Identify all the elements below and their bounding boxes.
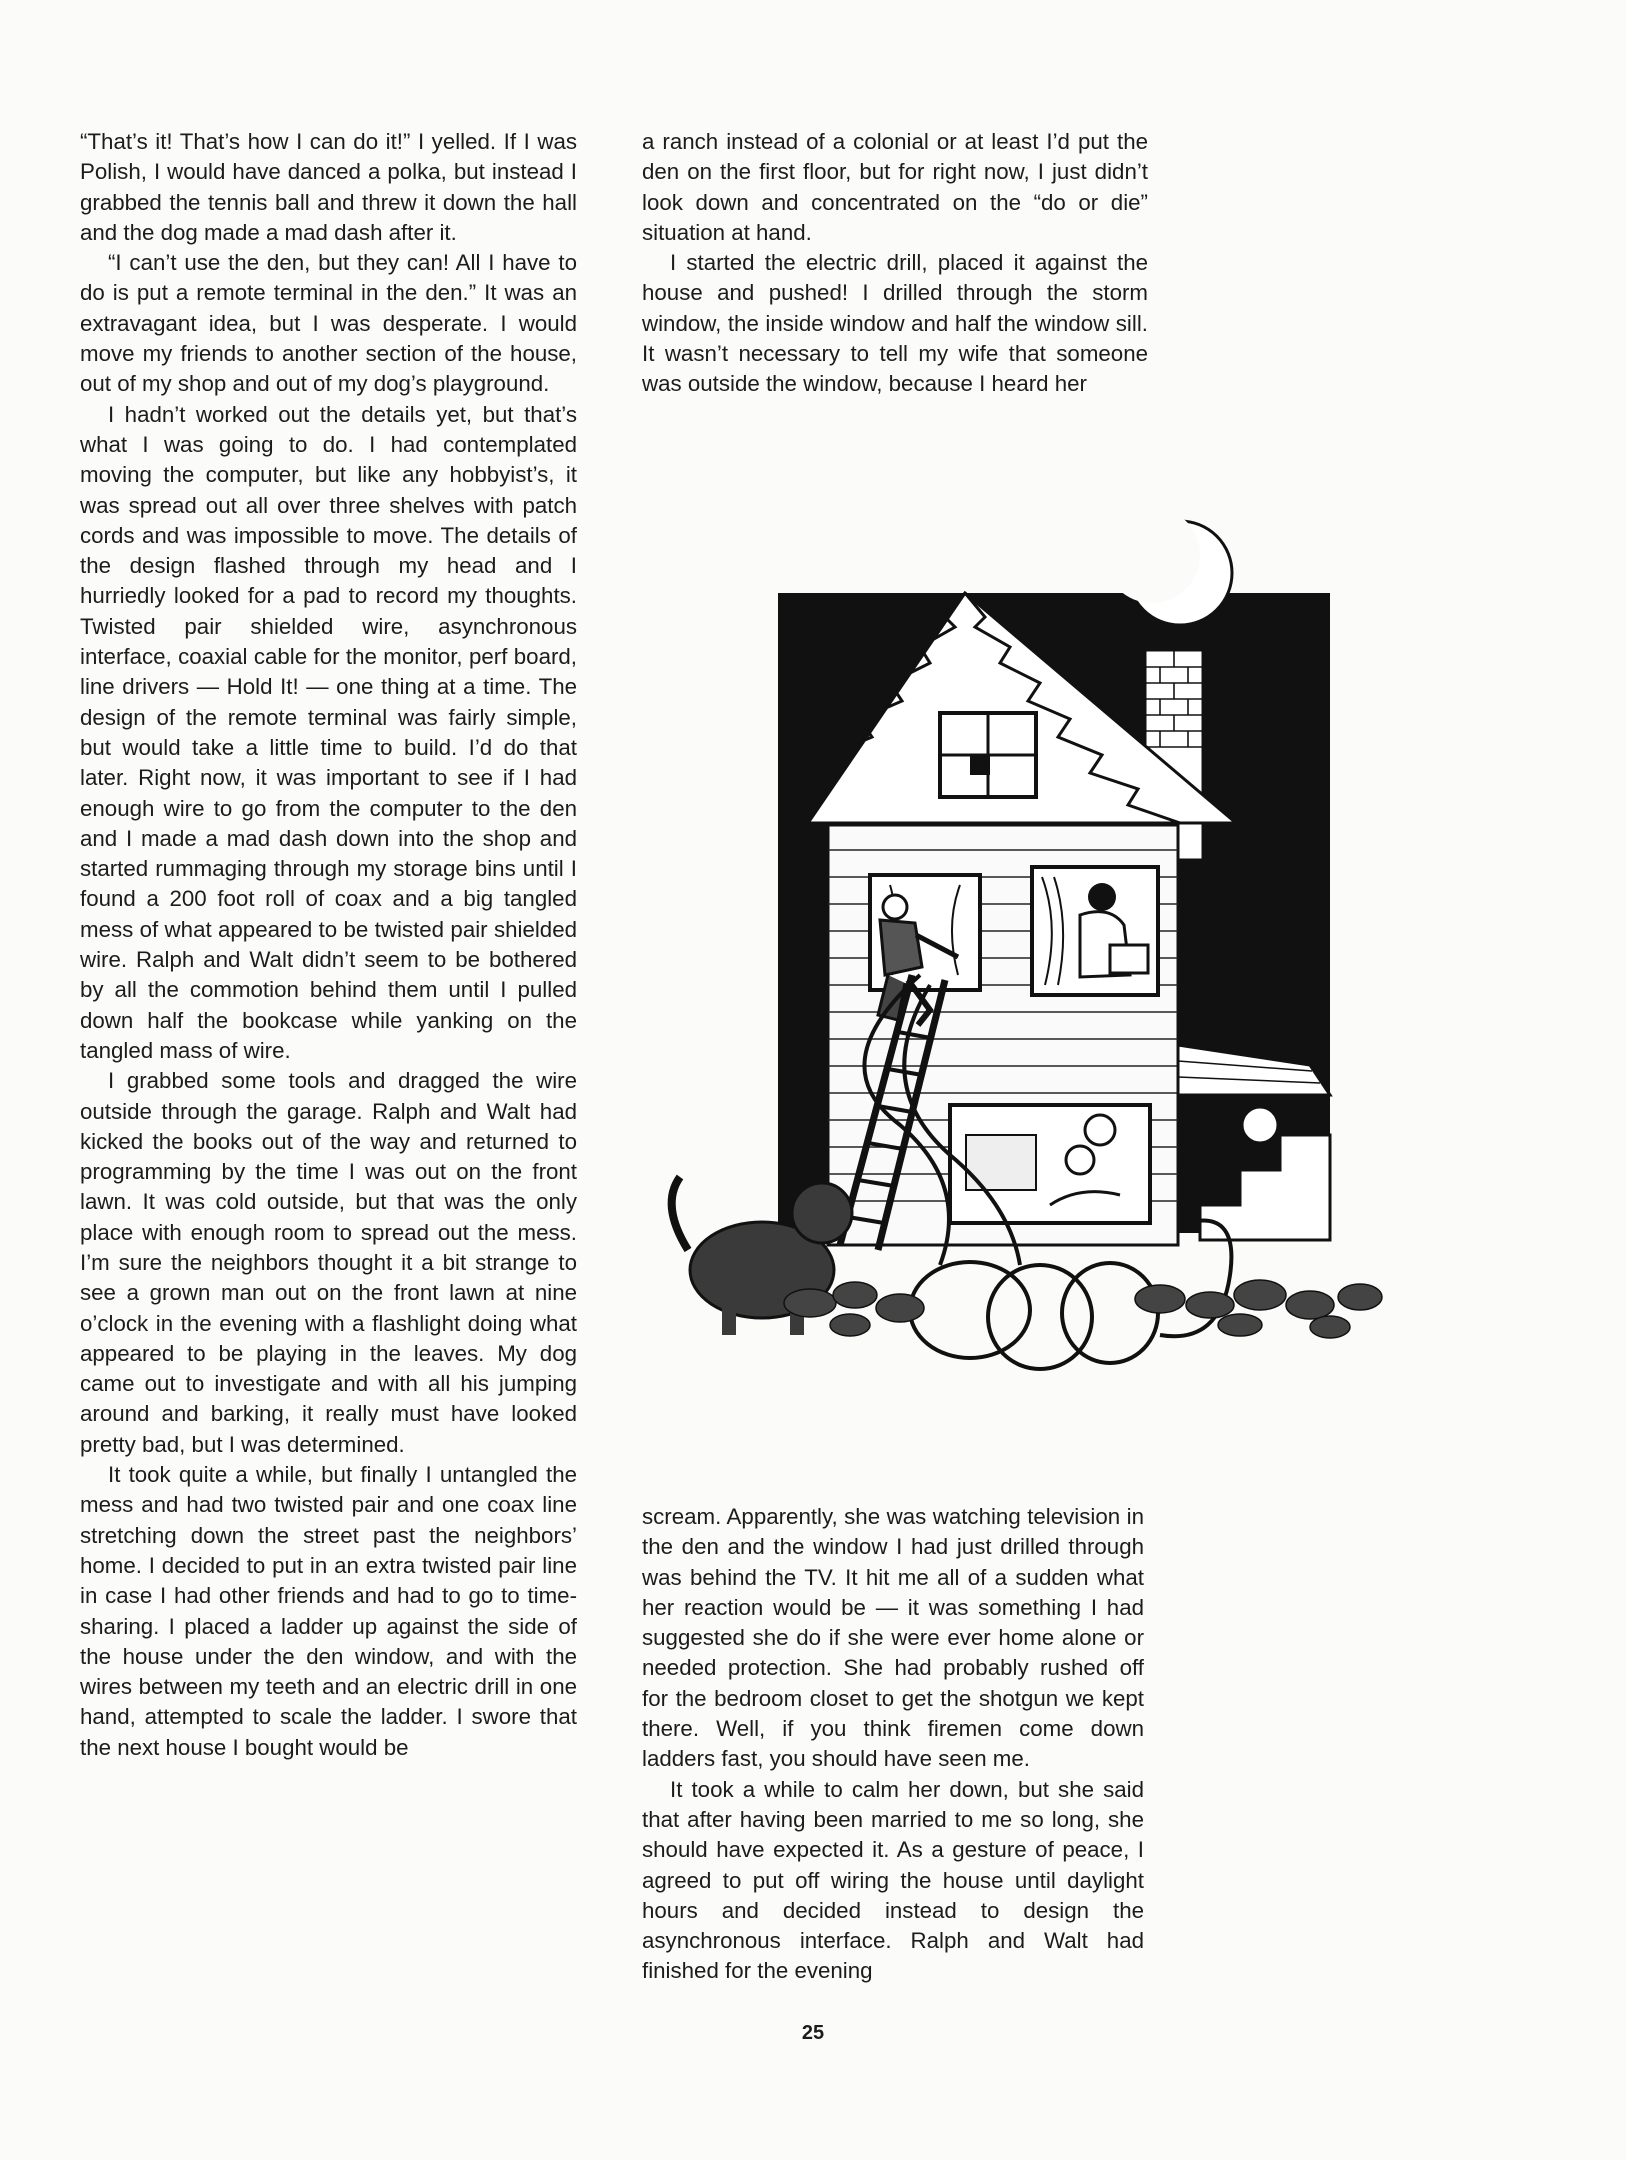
paragraph: I hadn’t worked out the details yet, but that’s what I was going to do. I had contemplated moving the computer, but like any hobbyist’s, it was spread out all over three shelves with patch cords and was impossible to move. The details of the design flashed through my head and I hurriedly looked for a pad to record my thoughts. Twisted pair shielded wire, asynchronous interface, coaxial cable for the monitor, perf board, line drivers — Hold It! — one thing at a time. The design of the remote terminal was fairly simple, but would take a little time to build. I’d do that later. Right now, it was important to see if I had enough wire to go from the computer to the den and I made a mad dash down into the shop and started rummaging through my storage bins until I found a 200 foot roll of coax and a big tangled mess of what appeared to be twisted pair shielded wire. Ralph and Walt didn’t seem to be bothered by all the commotion behind them until I pulled down half the bookcase while yanking on the tangled mass of wire.	[80, 401, 577, 1063]
attic-window	[940, 713, 1036, 797]
paragraph: “I can’t use the den, but they can! All I have to do is put a remote terminal in the den.” It was an extravagant idea, but I was desperate. I would move my friends to another section of the house, out of my shop and out of my dog’s playground.	[80, 250, 577, 397]
right-upper-window	[1032, 867, 1158, 995]
basement-window	[950, 1105, 1150, 1223]
house-illustration	[640, 505, 1520, 1395]
paragraph: I grabbed some tools and dragged the wire outside through the garage. Ralph and Walt had kicked the books out of the way and returned to programming by the time I was out on the front lawn. It was cold outside, but that was the only place with enough room to spread out the mess. I’m sure the neighbors thought it a bit strange to see a grown man out on the front lawn at nine o’clock in the evening with a flashlight doing what appeared to be playing in the leaves. My dog came out to investigate and with all his jumping around and barking, it really must have looked pretty bad, but I was determined.	[80, 1068, 577, 1457]
paragraph: It took quite a while, but finally I untangled the mess and had two twisted pair and one coax line stretching down the street past the neighbors’ home. I decided to put in an extra twisted pair line in case I had other friends and had to go to time-sharing. I placed a ladder up against the side of the house under the den window, and with the wires between my teeth and an electric drill in one hand, attempted to scale the ladder. I swore that the next house I bought would be	[80, 1462, 577, 1760]
paragraph: scream. Apparently, she was watching television in the den and the window I had just drilled through was behind the TV. It hit me all of a sudden what her reaction would be — it was something I had suggested she do if she were ever home alone or needed protection. She had probably rushed off for the bedroom closet to get the shotgun we kept there. Well, if you think firemen come down ladders fast, you should have seen me.	[642, 1504, 1144, 1772]
right-column-bottom	[642, 1502, 1144, 1987]
paragraph: I started the electric drill, placed it against the house and pushed! I drilled through the storm window, the inside window and half the window sill. It wasn’t necessary to tell my wife that someone was outside the window, because I heard her	[642, 250, 1148, 397]
paragraph: a ranch instead of a colonial or at least I’d put the den on the first floor, but for right now, I just didn’t look down and concentrated on the “do or die” situation at hand.	[642, 129, 1148, 245]
left-column	[80, 127, 577, 1763]
right-column-top	[642, 127, 1148, 400]
page-number: 25	[801, 2022, 825, 2044]
paragraph: “That’s it! That’s how I can do it!” I yelled. If I was Polish, I would have danced a polka, but instead I grabbed the tennis ball and threw it down the hall and the dog made a mad dash after it.	[80, 129, 577, 245]
paragraph: It took a while to calm her down, but she said that after having been married to me so long, she should have expected it. As a gesture of peace, I agreed to put off wiring the house until daylight hours and decided instead to design the asynchronous interface. Ralph and Walt had finished for the evening	[642, 1776, 1144, 1984]
